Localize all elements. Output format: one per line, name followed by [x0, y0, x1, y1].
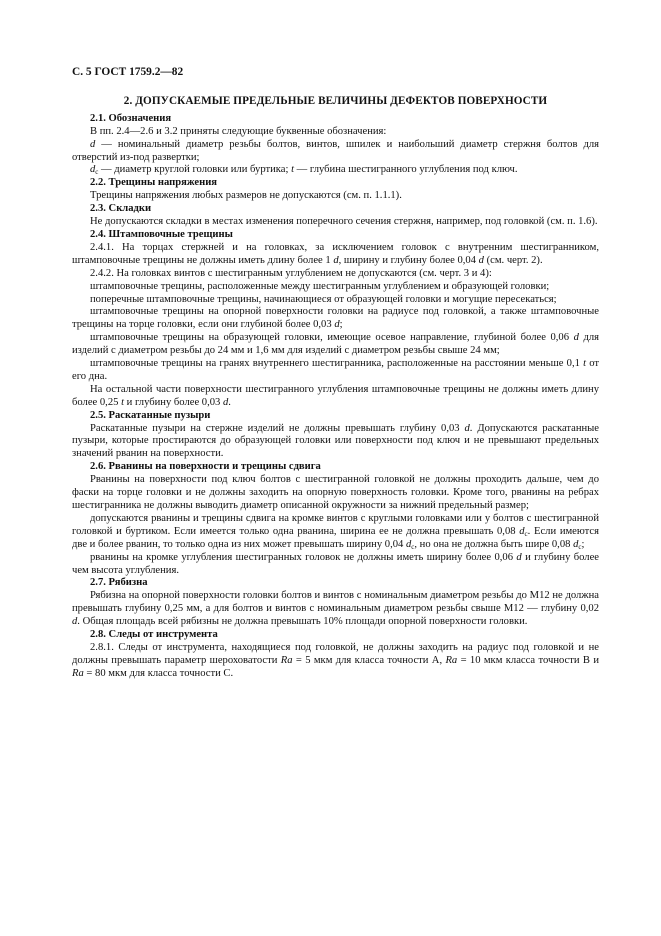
- para-2-3: Не допускаются складки в местах изменения поперечного сечения стержня, например, под головкой (см. п. 1.6).: [90, 216, 598, 228]
- para-2-7: Рябизна на опорной поверхности головки болтов и винтов с номинальным диаметром резьбы до М12 не должна превышать глубину 0,25 мм, а для болтов и винтов с номинальным диаметром резьбы свыше М12 — глубину 0,02 d. Общая площадь всей рябизны не должна превышать 10% площади опорной поверхности головки.: [72, 590, 599, 628]
- para-2-6-a: Рванины на поверхности под ключ болтов с шестигранной головкой не должны проходить дальше, чем до фаски на торце головки и не должны заходить на опорную поверхность головки. Кроме того, рванины на ребрах шестигранника не должны выводить диаметр описанной окружности за нижний предельный размер;: [72, 474, 599, 511]
- symbol-dc: d: [90, 164, 96, 176]
- para-2-4-2-b: поперечные штамповочные трещины, начинающиеся от образующей головки и могущие пересекаться;: [90, 293, 557, 305]
- para-2-6-b: допускаются рванины и трещины сдвига на кромке винтов с круглыми головками или у болтов с шестигранной головкой и буртиком. Если имеется только одна рванина, ширина ее не должна превышать 0,08 $d_c$. Если имеются две и более рванин, то только одна из них может превышать ширину 0,04 $d_c$, но она не должна быть шире 0,08 $d_c$;: [72, 512, 599, 551]
- symbol-d: d: [90, 138, 96, 150]
- heading-2-8: 2.8. Следы от инструмента: [90, 629, 218, 641]
- para-2-4-2-c: штамповочные трещины на опорной поверхности головки на радиусе под головкой, а также штамповочные трещины на торце головки, если они глубиной более 0,03 d;: [72, 306, 599, 331]
- para-2-4-2-f: На остальной части поверхности шестигранного углубления штамповочные трещины не должны иметь длину более 0,25 t и глубину более 0,03 d.: [72, 383, 599, 408]
- heading-2-1: 2.1. Обозначения: [90, 112, 172, 124]
- para-2-6-c: рванины на кромке углубления шестигранных головок не должны иметь ширину более 0,06 d и глубину более чем высота углубления.: [72, 551, 600, 576]
- para-2-4-2-a: штамповочные трещины, расположенные между шестигранным углублением и образующей головки;: [90, 280, 550, 292]
- symbol-t: t: [291, 164, 295, 176]
- para-2-1-intro: В пп. 2.4—2.6 и 3.2 приняты следующие буквенные обозначения:: [90, 125, 387, 137]
- para-2-4-2-d: штамповочные трещины на образующей головки, имеющие осевое направление, глубиной более 0,06 d для изделий с диаметром резьбы до 24 мм и 1,6 мм для изделий с диаметром резьбы свыше 24 мм;: [72, 332, 599, 357]
- para-2-5: Раскатанные пузыри на стержне изделий не должны превышать глубину 0,03 d. Допускаются раскатанные пузыри, которые простираются до образующей головки или поверхности под ключ и не превышают предельных значений рванин на поверхности.: [72, 422, 600, 460]
- heading-2-2: 2.2. Трещины напряжения: [90, 177, 218, 189]
- para-2-4-1: 2.4.1. На торцах стержней и на головках, за исключением головок с внутренним шестигранником, штамповочные трещины не должны иметь длину более 1 d, ширину и глубину более 0,04 d (см. черт. 2).: [72, 241, 599, 266]
- heading-2-7: 2.7. Рябизна: [90, 577, 148, 589]
- para-2-8-1: 2.8.1. Следы от инструмента, находящиеся под головкой, не должны заходить на радиус под головкой и не должны превышать параметр шероховатости Ra = 5 мкм для класса точности А, Ra = 10 мкм класса точности В и Ra = 80 мкм для класса точности С.: [72, 641, 599, 679]
- heading-2-4: 2.4. Штамповочные трещины: [90, 228, 233, 240]
- heading-2-3: 2.3. Складки: [90, 203, 152, 215]
- heading-2-6: 2.6. Рванины на поверхности и трещины сдвига: [90, 461, 321, 473]
- para-2-2: Трещины напряжения любых размеров не допускаются (см. п. 1.1.1).: [90, 190, 402, 202]
- para-2-1-d: d — номинальный диаметр резьбы болтов, винтов, шпилек и наибольший диаметр стержня болтов для отверстий из-под развертки;: [72, 138, 599, 163]
- para-2-4-2: 2.4.2. На головках винтов с шестигранным углублением не допускаются (см. черт. 3 и 4):: [90, 267, 492, 279]
- heading-2-5: 2.5. Раскатанные пузыри: [90, 409, 211, 421]
- document-page: [72, 66, 599, 681]
- para-2-4-2-e: штамповочные трещины на гранях внутреннего шестигранника, расположенные на расстоянии меньше 0,1 t от его дна.: [72, 358, 599, 382]
- para-2-1-dc: $d_c$ — диаметр круглой головки или буртика; t — глубина шестигранного углубления под ключ.: [90, 164, 518, 177]
- section-title: 2. ДОПУСКАЕМЫЕ ПРЕДЕЛЬНЫЕ ВЕЛИЧИНЫ ДЕФЕКТОВ ПОВЕРХНОСТИ: [123, 94, 548, 107]
- page-header: С. 5 ГОСТ 1759.2—82: [72, 66, 184, 78]
